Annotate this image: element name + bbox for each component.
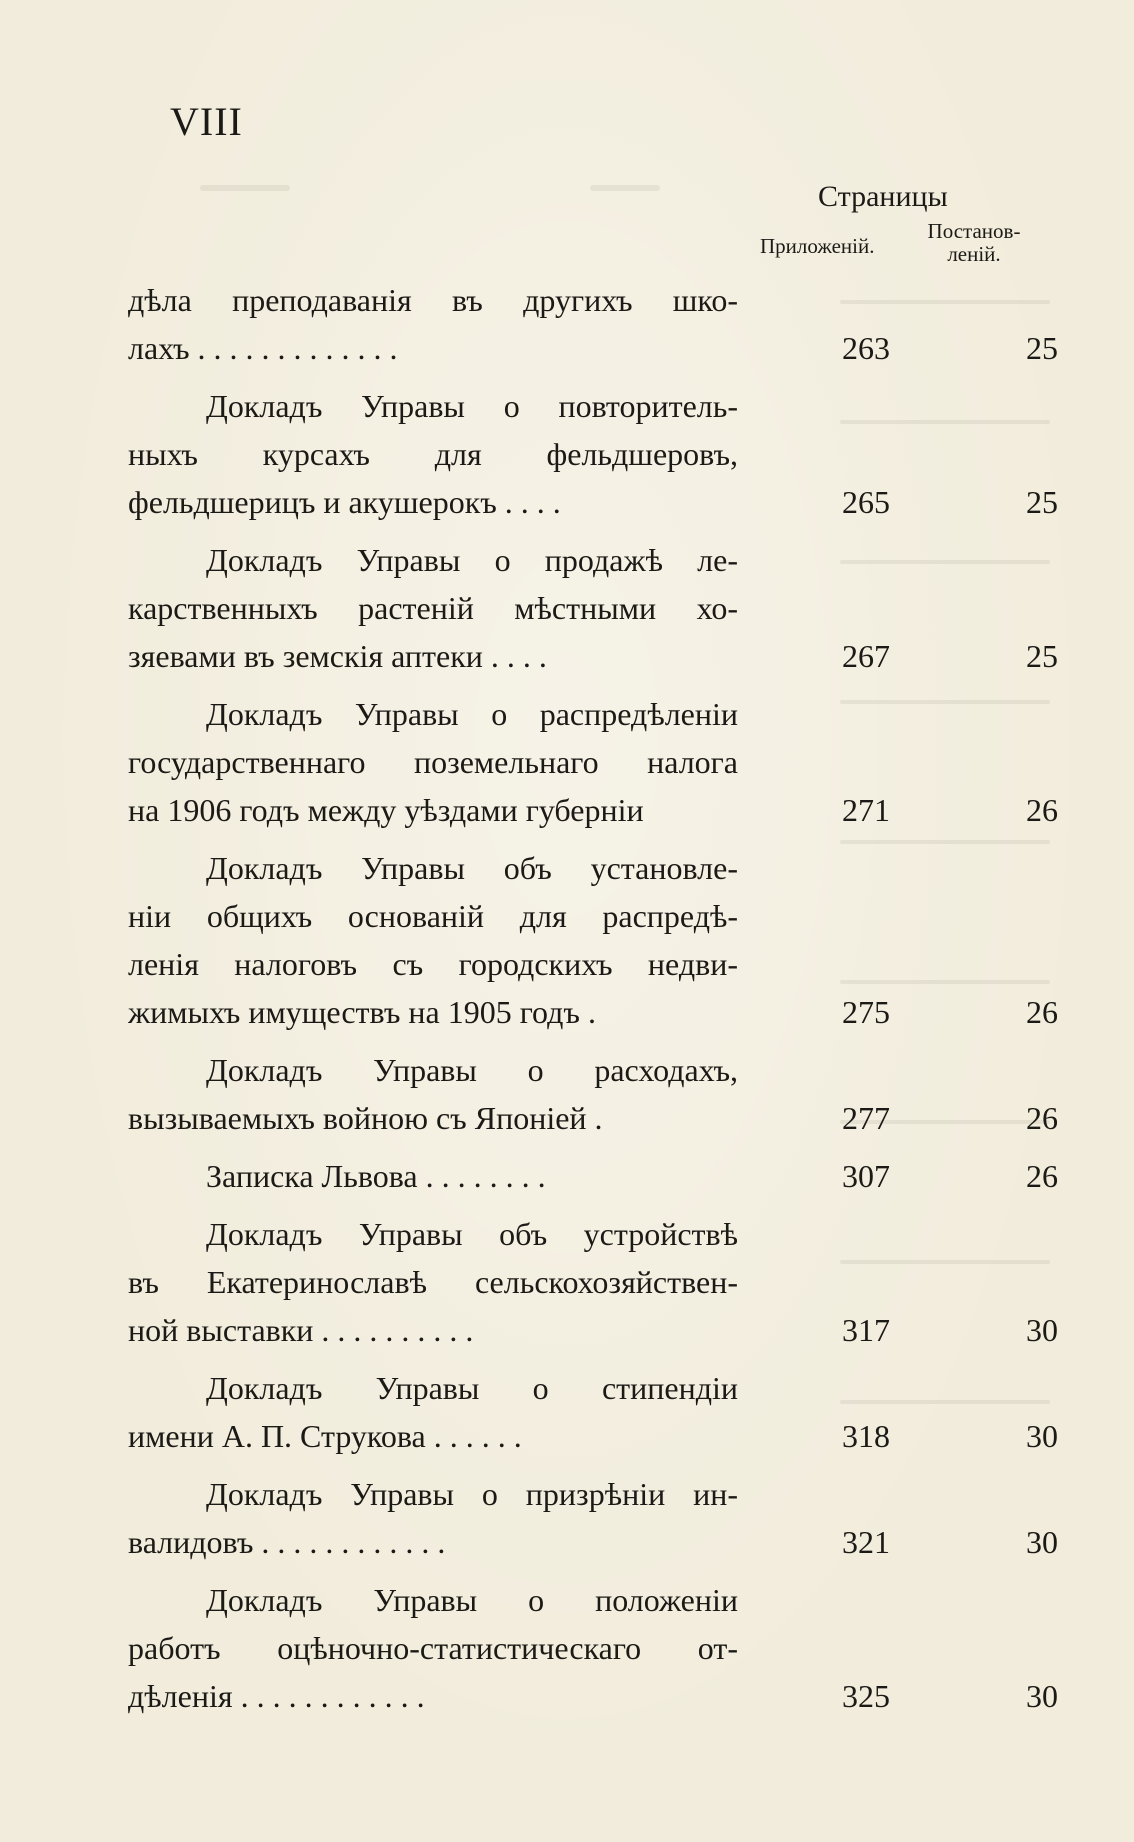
toc-entry-line bbox=[128, 1518, 1058, 1566]
toc-entry-text: въ Екатеринославѣ сельскохозяйствен- bbox=[128, 1264, 738, 1300]
toc-entry-text: фельдшерицъ и акушерокъ . . . . bbox=[128, 484, 561, 520]
toc-entry bbox=[128, 690, 1058, 834]
toc-entry-text: жимыхъ имуществъ на 1905 годъ . bbox=[128, 994, 596, 1030]
resolution-page-number: 26 bbox=[1026, 792, 1058, 828]
toc-entry-text: ленія налоговъ съ городскихъ недви- bbox=[128, 946, 738, 982]
appendix-page-number: 265 bbox=[842, 484, 890, 520]
resolution-page-number: 30 bbox=[1026, 1678, 1058, 1714]
toc-entry-text: Докладъ Управы объ установле- bbox=[206, 850, 738, 886]
toc-entry bbox=[128, 1576, 1058, 1720]
toc-entry-line bbox=[128, 536, 1058, 584]
toc-entry-line bbox=[128, 892, 1058, 940]
column-header-appendices: Приложеній. bbox=[760, 234, 875, 258]
toc-entry-text: ныхъ курсахъ для фельдшеровъ, bbox=[128, 436, 738, 472]
toc-entry-line bbox=[128, 478, 1058, 526]
toc-entry bbox=[128, 1210, 1058, 1354]
toc-entry-text: работъ оцѣночно-статистическаго от- bbox=[128, 1630, 738, 1666]
appendix-page-number: 263 bbox=[842, 330, 890, 366]
toc-entry-line bbox=[128, 276, 1058, 324]
toc-entry-text: дѣла преподаванія въ другихъ шко- bbox=[128, 282, 738, 318]
toc-entry bbox=[128, 1470, 1058, 1566]
resolution-page-number: 25 bbox=[1026, 638, 1058, 674]
resolution-page-number: 30 bbox=[1026, 1418, 1058, 1454]
appendix-page-number: 267 bbox=[842, 638, 890, 674]
toc-entry-text: валидовъ . . . . . . . . . . . . bbox=[128, 1524, 446, 1560]
toc-entry-line bbox=[128, 1152, 1058, 1200]
toc-entry-text: Докладъ Управы о распредѣленіи bbox=[206, 696, 738, 732]
toc-entry-text: Докладъ Управы о положеніи bbox=[206, 1582, 738, 1618]
appendix-page-number: 307 bbox=[842, 1158, 890, 1194]
entry-spacer bbox=[128, 834, 1058, 844]
appendix-page-number: 318 bbox=[842, 1418, 890, 1454]
toc-entry-line bbox=[128, 690, 1058, 738]
toc-entry-line bbox=[128, 324, 1058, 372]
column-header-resolutions: Постанов- леній. bbox=[927, 219, 1021, 266]
toc-entry-text: Докладъ Управы о стипендіи bbox=[206, 1370, 738, 1406]
toc-entry-text: Докладъ Управы объ устройствѣ bbox=[206, 1216, 738, 1252]
toc-entry bbox=[128, 1046, 1058, 1142]
entry-spacer bbox=[128, 1354, 1058, 1364]
resolution-page-number: 25 bbox=[1026, 330, 1058, 366]
toc-entry-line bbox=[128, 1412, 1058, 1460]
toc-entry-text: карственныхъ растеній мѣстными хо- bbox=[128, 590, 738, 626]
toc-entry bbox=[128, 382, 1058, 526]
column-header-title: Страницы bbox=[818, 180, 948, 213]
entry-spacer bbox=[128, 1200, 1058, 1210]
entry-spacer bbox=[128, 1460, 1058, 1470]
toc-entry-text: дѣленія . . . . . . . . . . . . bbox=[128, 1678, 425, 1714]
toc-entry-text: ніи общихъ основаній для распредѣ- bbox=[128, 898, 738, 934]
entry-spacer bbox=[128, 680, 1058, 690]
resolution-page-number: 26 bbox=[1026, 994, 1058, 1030]
toc-entry bbox=[128, 276, 1058, 372]
appendix-page-number: 277 bbox=[842, 1100, 890, 1136]
entry-spacer bbox=[128, 1566, 1058, 1576]
toc-entry-line bbox=[128, 1306, 1058, 1354]
entry-spacer bbox=[128, 1142, 1058, 1152]
entry-spacer bbox=[128, 372, 1058, 382]
toc-entry-line bbox=[128, 1470, 1058, 1518]
resolution-page-number: 25 bbox=[1026, 484, 1058, 520]
toc-entry-text: государственнаго поземельнаго налога bbox=[128, 744, 738, 780]
resolution-page-number: 30 bbox=[1026, 1524, 1058, 1560]
toc-entry-line bbox=[128, 1624, 1058, 1672]
toc-entry-text: Докладъ Управы о призрѣніи ин- bbox=[206, 1476, 738, 1512]
appendix-page-number: 325 bbox=[842, 1678, 890, 1714]
page-number: VIII bbox=[170, 99, 243, 144]
toc-entry-line bbox=[128, 1364, 1058, 1412]
toc-entry-line bbox=[128, 1258, 1058, 1306]
toc-entry-text: Докладъ Управы о продажѣ ле- bbox=[206, 542, 738, 578]
toc-entry-line bbox=[128, 1046, 1058, 1094]
appendix-page-number: 317 bbox=[842, 1312, 890, 1348]
toc-entry bbox=[128, 1364, 1058, 1460]
toc-entry bbox=[128, 536, 1058, 680]
resolution-page-number: 26 bbox=[1026, 1100, 1058, 1136]
toc-entry-line bbox=[128, 430, 1058, 478]
toc-entry-line bbox=[128, 738, 1058, 786]
resolution-page-number: 30 bbox=[1026, 1312, 1058, 1348]
toc-entry-text: Записка Львова . . . . . . . . bbox=[206, 1158, 546, 1194]
entry-spacer bbox=[128, 1036, 1058, 1046]
toc-entry bbox=[128, 844, 1058, 1036]
appendix-page-number: 275 bbox=[842, 994, 890, 1030]
toc-entry-line bbox=[128, 1672, 1058, 1720]
toc-entry-line bbox=[128, 1210, 1058, 1258]
toc-entry-line bbox=[128, 1094, 1058, 1142]
toc-entry bbox=[128, 1152, 1058, 1200]
toc-entry-text: лахъ . . . . . . . . . . . . . bbox=[128, 330, 398, 366]
toc-entry-text: вызываемыхъ войною съ Японіей . bbox=[128, 1100, 603, 1136]
toc-entry-line bbox=[128, 1576, 1058, 1624]
toc-entry-text: имени А. П. Струкова . . . . . . bbox=[128, 1418, 522, 1454]
toc-entry-text: ной выставки . . . . . . . . . . bbox=[128, 1312, 474, 1348]
toc-entry-line bbox=[128, 584, 1058, 632]
table-of-contents bbox=[128, 276, 1058, 1720]
toc-entry-line bbox=[128, 382, 1058, 430]
appendix-page-number: 321 bbox=[842, 1524, 890, 1560]
entry-spacer bbox=[128, 526, 1058, 536]
appendix-page-number: 271 bbox=[842, 792, 890, 828]
toc-entry-line bbox=[128, 844, 1058, 892]
toc-entry-line bbox=[128, 940, 1058, 988]
toc-entry-text: Докладъ Управы о расходахъ, bbox=[206, 1052, 738, 1088]
toc-entry-text: зяевами въ земскія аптеки . . . . bbox=[128, 638, 547, 674]
toc-entry-line bbox=[128, 988, 1058, 1036]
resolution-page-number: 26 bbox=[1026, 1158, 1058, 1194]
toc-entry-line bbox=[128, 632, 1058, 680]
toc-entry-text: на 1906 годъ между уѣздами губерніи bbox=[128, 792, 644, 828]
toc-entry-text: Докладъ Управы о повторитель- bbox=[206, 388, 738, 424]
toc-entry-line bbox=[128, 786, 1058, 834]
